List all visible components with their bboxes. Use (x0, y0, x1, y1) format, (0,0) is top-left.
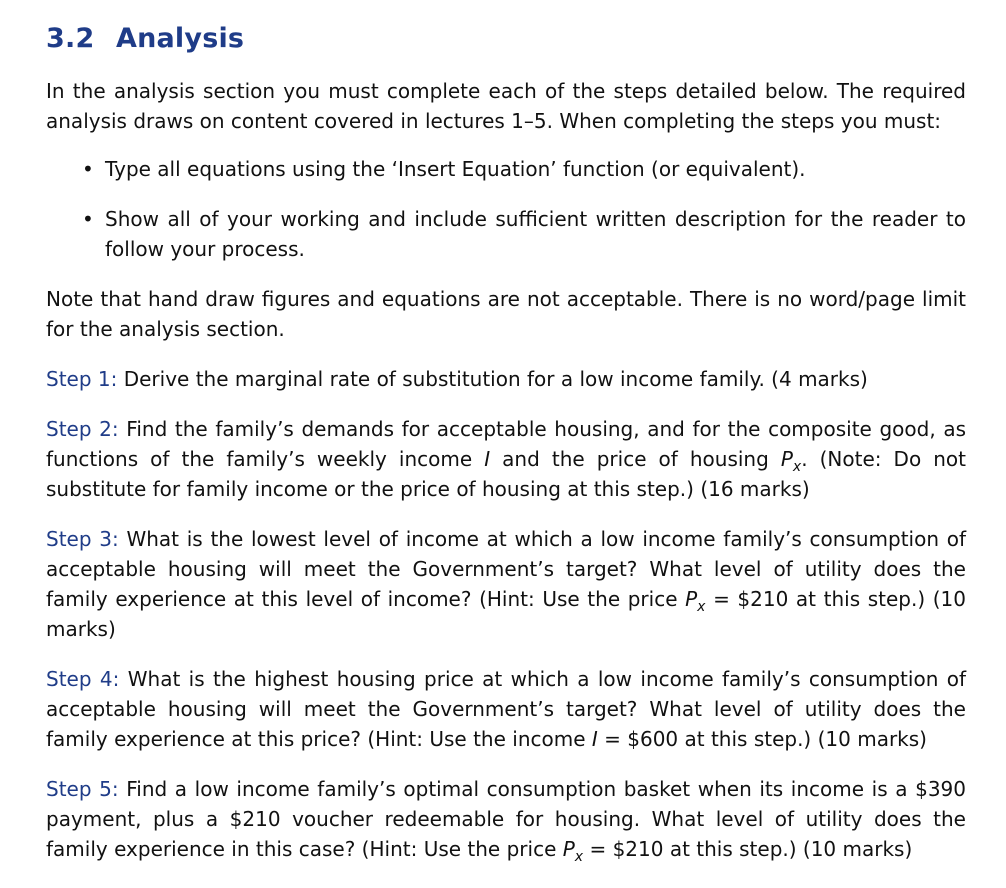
math-variable-income: I (484, 447, 491, 471)
step-4 (46, 664, 966, 754)
step-text: Find the family’s demands for acceptable housing, and for the composite good, as functions of the family’s weekly income (46, 417, 967, 471)
step-label: Step 1: (46, 367, 118, 391)
step-text: = $210 at this step.) (10 marks) (583, 837, 913, 861)
step-text: . (Note: Do not substitute for family income or the price of housing at this step.) (16 marks) (46, 447, 966, 501)
step-text: What is the highest housing price at which a low income family’s consumption of acceptable housing will meet the Government’s target? What level of utility does the family experience at this price? (Hint: Use the income (46, 667, 967, 751)
step-1 (46, 364, 966, 394)
step-text: Derive the marginal rate of substitution for a low income family. (4 marks) (123, 367, 868, 391)
intro-paragraph: In the analysis section you must complete each of the steps detailed below. The required analysis draws on content covered in lectures 1–5. When completing the steps you must: (46, 79, 966, 133)
step-text: What is the lowest level of income at which a low income family’s consumption of acceptable housing will meet the Government’s target? What level of utility does the family experience at this level of income? (Hint: Use the price (46, 527, 967, 611)
section-number: 3.2 (46, 23, 95, 54)
step-text: and the price of housing (490, 447, 781, 471)
requirement-text: Type all equations using the ‘Insert Equation’ function (or equivalent). (105, 157, 806, 181)
step-text: = $210 at this step.) (10 marks) (46, 587, 966, 641)
step-text: Find a low income family’s optimal consumption basket when its income is a $390 payment, plus a $210 voucher redeemable for housing. What level of utility does the family experience in this case? (Hint: Use the price (46, 777, 966, 861)
step-label: Step 3: (46, 527, 119, 551)
math-variable-price: P (562, 837, 575, 861)
requirements-list (46, 154, 966, 264)
step-text: = $600 at this step.) (10 marks) (597, 727, 927, 751)
step-label: Step 4: (46, 667, 120, 691)
step-2 (46, 414, 966, 504)
note-paragraph: Note that hand draw figures and equations are not acceptable. There is no word/page limit for the analysis section. (46, 287, 966, 341)
requirement-item (46, 204, 966, 264)
math-variable-price: P (780, 447, 793, 471)
requirement-text: Show all of your working and include sufficient written description for the reader to follow your process. (105, 207, 966, 261)
step-label: Step 2: (46, 417, 119, 441)
section-heading (46, 22, 966, 56)
math-subscript: x (574, 849, 584, 865)
step-5 (46, 774, 966, 864)
requirement-item (46, 154, 966, 184)
step-label: Step 5: (46, 777, 119, 801)
math-subscript: x (697, 599, 706, 615)
document-page (46, 22, 966, 884)
math-variable-income: I (591, 727, 598, 751)
math-variable-price: P (685, 587, 698, 611)
bullet-icon: • (82, 207, 94, 231)
bullet-icon: • (82, 157, 94, 181)
step-3 (46, 524, 966, 644)
section-title: Analysis (116, 23, 245, 54)
math-subscript: x (792, 459, 802, 475)
